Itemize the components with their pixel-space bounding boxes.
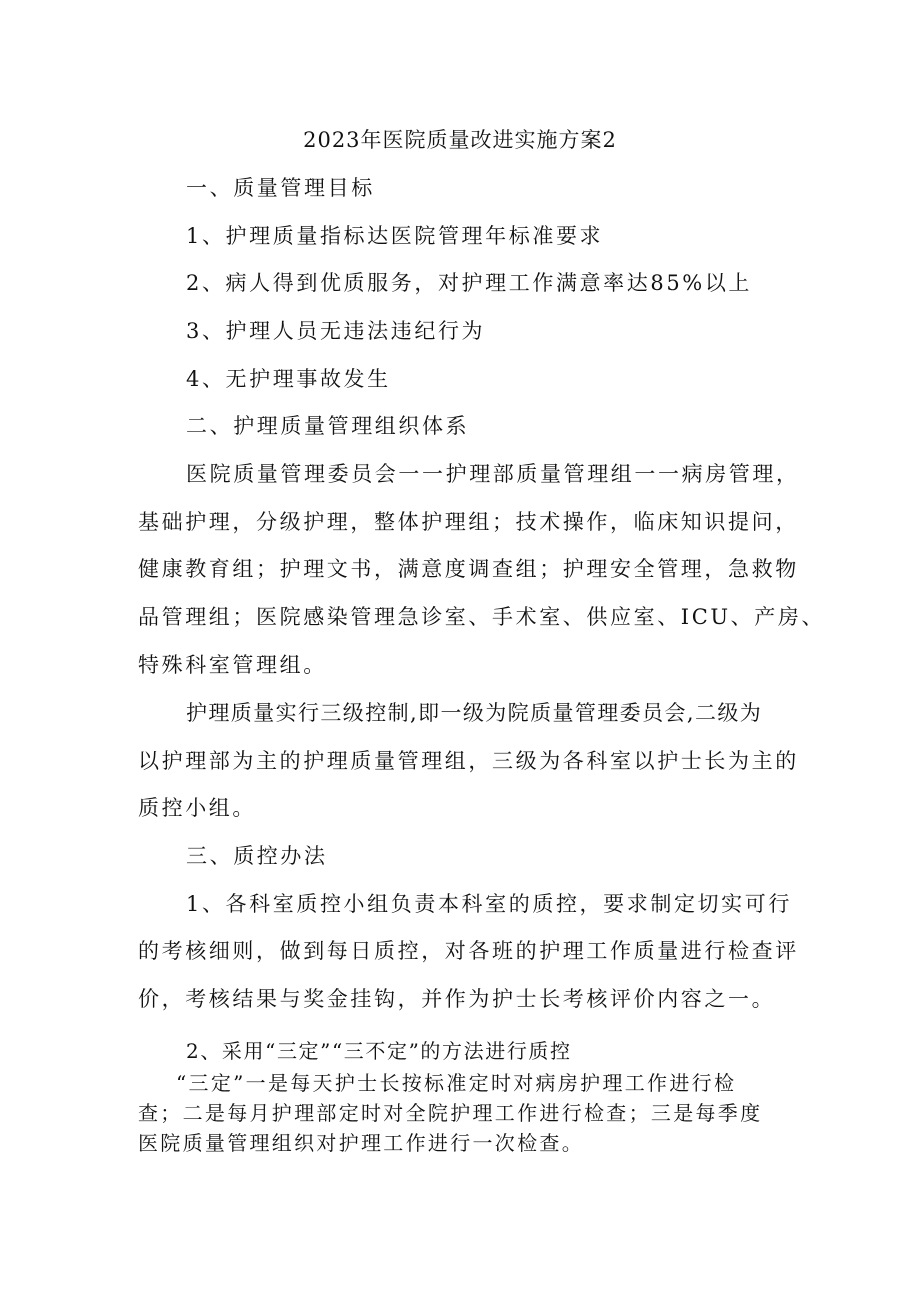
paragraph-line: 查；二是每月护理部定时对全院护理工作进行检查；三是每季度 <box>138 1101 763 1125</box>
paragraph-line: 医院质量管理组织对护理工作进行一次检查。 <box>138 1131 584 1155</box>
paragraph-line: 医院质量管理委员会一一护理部质量管理组一一病房管理， <box>186 462 800 486</box>
goal-item-3: 3、护理人员无违法违纪行为 <box>186 319 486 343</box>
paragraph-line: “三定”一是每天护士长按标准定时对病房护理工作进行检 <box>176 1071 737 1095</box>
paragraph-line: 的考核细则，做到每日质控，对各班的护理工作质量进行检查评 <box>138 939 799 963</box>
paragraph-line: 护理质量实行三级控制,即一级为院质量管理委员会,二级为 <box>186 701 763 725</box>
paragraph-line: 质控小组。 <box>138 796 256 820</box>
section-heading-methods: 三、质控办法 <box>186 844 328 868</box>
paragraph-line: 1、各科室质控小组负责本科室的质控，要求制定切实可行 <box>186 892 792 916</box>
section-heading-quality-goals: 一、质量管理目标 <box>186 176 375 200</box>
goal-item-2: 2、病人得到优质服务，对护理工作满意率达85%以上 <box>186 271 753 295</box>
paragraph-line: 基础护理，分级护理，整体护理组；技术操作，临床知识提问， <box>138 510 799 534</box>
paragraph-line: 品管理组；医院感染管理急诊室、手术室、供应室、ICU、产房、 <box>138 605 826 629</box>
goal-item-1: 1、护理质量指标达医院管理年标准要求 <box>186 224 604 248</box>
document-title: 2023年医院质量改进实施方案2 <box>303 128 617 152</box>
section-heading-organization: 二、护理质量管理组织体系 <box>186 414 470 438</box>
paragraph-line: 以护理部为主的护理质量管理组，三级为各科室以护士长为主的 <box>138 749 799 773</box>
method-item-2: 2、采用“三定”“三不定”的方法进行质控 <box>186 1039 572 1063</box>
paragraph-line: 价，考核结果与奖金挂钩，并作为护士长考核评价内容之一。 <box>138 987 776 1011</box>
goal-item-4: 4、无护理事故发生 <box>186 367 391 391</box>
paragraph-line: 健康教育组；护理文书，满意度调查组；护理安全管理，急救物 <box>138 557 799 581</box>
paragraph-line: 特殊科室管理组。 <box>138 653 327 677</box>
